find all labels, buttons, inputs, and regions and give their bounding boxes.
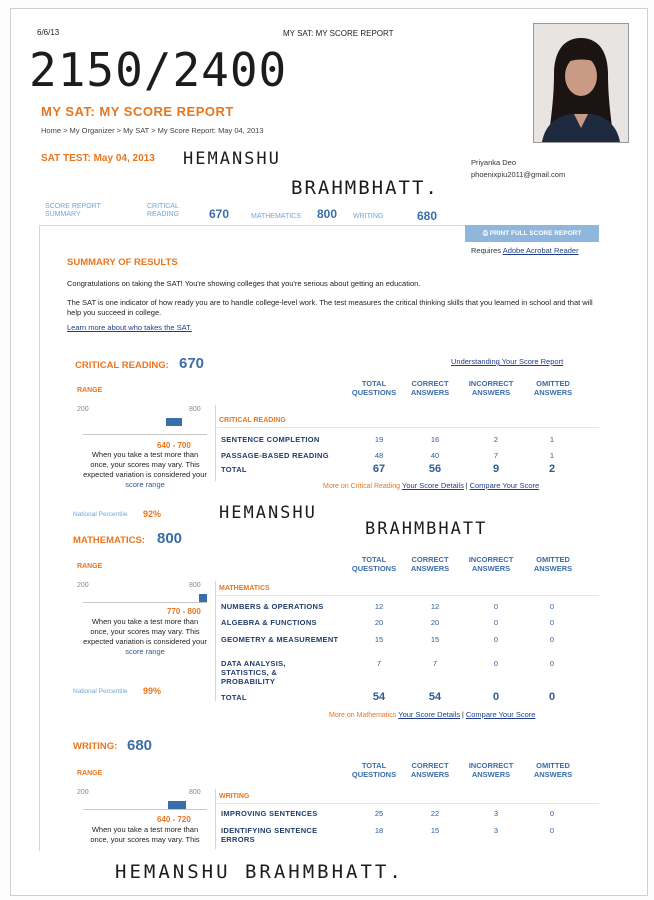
row-incorrect: 0 xyxy=(493,618,499,627)
learn-more-link[interactable]: Learn more about who takes the SAT. xyxy=(67,323,192,332)
col-omitted-answers: OMITTED ANSWERS xyxy=(533,761,573,779)
math-variation-text xyxy=(83,617,207,657)
row-label: PASSAGE-BASED READING xyxy=(221,451,329,460)
summary-math-label: MATHEMATICS xyxy=(251,213,301,220)
print-date: 6/6/13 xyxy=(37,28,60,37)
math-range-value: 770 - 800 xyxy=(167,607,201,616)
math-details-link[interactable]: Your Score Details xyxy=(398,710,461,719)
handwritten-last-name-mid: BRAHMBHATT xyxy=(365,519,488,539)
total-questions: 67 xyxy=(372,463,386,475)
handwritten-footer-name: HEMANSHU BRAHMBHATT. xyxy=(115,861,404,883)
critical-variation-copy: When you take a test more than once, your scores may vary. This expected variation is considered your xyxy=(83,450,207,479)
acrobat-requirement xyxy=(471,246,579,255)
writing-range-label: RANGE xyxy=(77,770,103,777)
row-omitted: 0 xyxy=(549,809,555,818)
row-incorrect: 7 xyxy=(493,451,499,460)
row-correct: 15 xyxy=(430,826,440,835)
row-label: ALGEBRA & FUNCTIONS xyxy=(221,618,317,627)
math-compare-link[interactable]: Compare Your Score xyxy=(465,710,536,719)
print-button-label: PRINT FULL SCORE REPORT xyxy=(489,230,582,237)
row-total: 15 xyxy=(374,635,384,644)
row-total: 18 xyxy=(374,826,384,835)
writing-title: WRITING: xyxy=(73,741,118,752)
test-date-label: SAT TEST: May 04, 2013 xyxy=(41,153,155,164)
row-incorrect: 2 xyxy=(493,435,499,444)
col-omitted-answers: OMITTED ANSWERS xyxy=(533,379,573,397)
math-scale-min: 200 xyxy=(77,582,89,589)
row-incorrect: 0 xyxy=(493,602,499,611)
understanding-score-link[interactable]: Understanding Your Score Report xyxy=(451,357,564,366)
critical-more-links: More on Critical Reading Your Score Details | Compare Your Score xyxy=(323,481,540,490)
critical-scale-max: 800 xyxy=(189,406,201,413)
row-total: 12 xyxy=(374,602,384,611)
col-incorrect-answers: INCORRECT ANSWERS xyxy=(468,379,514,397)
table-row xyxy=(217,633,599,649)
summary-label: SCORE REPORT SUMMARY xyxy=(45,203,101,218)
writing-scale-max: 800 xyxy=(189,789,201,796)
math-range-label: RANGE xyxy=(77,563,103,570)
math-table-divider xyxy=(215,581,216,701)
critical-reading-title: CRITICAL READING: xyxy=(75,360,169,371)
results-paragraph-2: The SAT is one indicator of how ready you are to handle college-level work. The test measures the critical thinking skills that you learned in school and that will help you succeed in college. xyxy=(67,298,593,317)
math-more-links: More on Mathematics Your Score Details | Compare Your Score xyxy=(329,710,536,719)
math-score-range-link[interactable]: score range xyxy=(125,647,165,656)
critical-range-scale xyxy=(83,434,207,435)
row-correct: 7 xyxy=(432,659,438,668)
row-omitted: 0 xyxy=(549,602,555,611)
table-total-row xyxy=(217,463,599,481)
math-title: MATHEMATICS: xyxy=(73,535,145,546)
critical-range-label: RANGE xyxy=(77,387,103,394)
math-more-label: More on Mathematics xyxy=(329,712,397,719)
print-full-report-button[interactable] xyxy=(465,225,599,242)
total-omitted: 2 xyxy=(548,463,556,475)
col-total-questions: TOTAL QUESTIONS xyxy=(351,379,397,397)
row-incorrect: 3 xyxy=(493,809,499,818)
acrobat-link[interactable]: Adobe Acrobat Reader xyxy=(502,246,579,255)
row-omitted: 0 xyxy=(549,635,555,644)
row-label: DATA ANALYSIS, STATISTICS, & PROBABILITY xyxy=(221,659,286,686)
row-total: 7 xyxy=(376,659,382,668)
handwritten-last-name: BRAHMBHATT. xyxy=(291,177,439,199)
row-omitted: 1 xyxy=(549,435,555,444)
summary-critical-score: 670 xyxy=(209,207,230,221)
writing-range-marker xyxy=(168,801,186,809)
row-label: IMPROVING SENTENCES xyxy=(221,809,318,818)
row-omitted: 0 xyxy=(549,659,555,668)
summary-heading: SUMMARY OF RESULTS xyxy=(67,257,178,268)
math-range-scale xyxy=(83,602,207,603)
row-correct: 40 xyxy=(430,451,440,460)
writing-scale-min: 200 xyxy=(77,789,89,796)
row-total: 20 xyxy=(374,618,384,627)
math-variation-copy: When you take a test more than once, your scores may vary. This expected variation is considered your xyxy=(83,617,207,646)
col-incorrect-answers: INCORRECT ANSWERS xyxy=(468,555,514,573)
left-border-line xyxy=(39,225,40,895)
math-percentile-label: National Percentile xyxy=(73,688,128,695)
row-omitted: 0 xyxy=(549,618,555,627)
col-correct-answers: CORRECT ANSWERS xyxy=(410,379,450,397)
row-total: 19 xyxy=(374,435,384,444)
row-total: 48 xyxy=(374,451,384,460)
col-correct-answers: CORRECT ANSWERS xyxy=(410,555,450,573)
student-photo xyxy=(533,23,629,143)
writing-header-rule xyxy=(217,803,599,804)
critical-reading-score: 670 xyxy=(179,355,205,372)
handwritten-first-name-mid: HEMANSHU xyxy=(219,503,317,523)
row-label: GEOMETRY & MEASUREMENT xyxy=(221,635,339,644)
critical-scale-min: 200 xyxy=(77,406,89,413)
table-total-row xyxy=(217,691,599,709)
critical-range-marker xyxy=(166,418,182,426)
results-paragraph-1: Congratulations on taking the SAT! You're showing colleges that you're serious about getting an education. xyxy=(67,279,421,288)
math-section-label: MATHEMATICS xyxy=(219,585,270,592)
row-label: SENTENCE COMPLETION xyxy=(221,435,320,444)
row-correct: 20 xyxy=(430,618,440,627)
handwritten-total-score: 2150/2400 xyxy=(29,43,288,97)
critical-score-range-link[interactable]: score range xyxy=(125,480,165,489)
row-incorrect: 0 xyxy=(493,635,499,644)
row-incorrect: 3 xyxy=(493,826,499,835)
table-row xyxy=(217,616,599,632)
total-correct: 54 xyxy=(428,691,442,703)
table-row xyxy=(217,824,599,846)
user-name: Priyanka Deo xyxy=(471,158,517,167)
report-title: MY SAT: MY SCORE REPORT xyxy=(41,104,234,119)
critical-details-link[interactable]: Your Score Details xyxy=(402,481,464,490)
total-questions: 54 xyxy=(372,691,386,703)
row-correct: 22 xyxy=(430,809,440,818)
row-omitted: 0 xyxy=(549,826,555,835)
row-incorrect: 0 xyxy=(493,659,499,668)
summary-writing-label: WRITING xyxy=(353,213,384,220)
table-row xyxy=(217,651,599,686)
site-title: MY SAT: MY SCORE REPORT xyxy=(283,29,394,38)
col-omitted-answers: OMITTED ANSWERS xyxy=(533,555,573,573)
critical-more-label: More on Critical Reading xyxy=(323,483,401,490)
critical-section-label: CRITICAL READING xyxy=(219,417,286,424)
writing-table-divider xyxy=(215,789,216,849)
writing-range-value: 640 - 720 xyxy=(157,815,191,824)
critical-percentile-value: 92% xyxy=(143,509,162,519)
writing-section-label: WRITING xyxy=(219,793,250,800)
row-total: 25 xyxy=(374,809,384,818)
table-row xyxy=(217,807,599,823)
row-correct: 15 xyxy=(430,635,440,644)
row-label: NUMBERS & OPERATIONS xyxy=(221,602,324,611)
row-label: IDENTIFYING SENTENCE ERRORS xyxy=(221,826,318,844)
total-label: TOTAL xyxy=(221,693,247,702)
math-score: 800 xyxy=(157,530,183,547)
summary-math-score: 800 xyxy=(317,207,338,221)
critical-range-value: 640 - 700 xyxy=(157,441,191,450)
total-correct: 56 xyxy=(428,463,442,475)
critical-header-rule xyxy=(217,427,599,428)
handwritten-first-name: HEMANSHU xyxy=(183,149,281,169)
requires-label: Requires xyxy=(471,246,502,255)
writing-score: 680 xyxy=(127,737,153,754)
col-total-questions: TOTAL QUESTIONS xyxy=(351,761,397,779)
writing-variation-text: When you take a test more than once, your scores may vary. This xyxy=(90,825,200,844)
total-incorrect: 0 xyxy=(492,691,500,703)
breadcrumb[interactable]: Home > My Organizer > My SAT > My Score Report: May 04, 2013 xyxy=(41,126,264,135)
col-incorrect-answers: INCORRECT ANSWERS xyxy=(468,761,514,779)
printer-icon: ⎙ xyxy=(482,230,488,237)
user-email: phoenixpiu2011@gmail.com xyxy=(471,170,566,179)
critical-table-divider xyxy=(215,405,216,481)
total-omitted: 0 xyxy=(548,691,556,703)
total-incorrect: 9 xyxy=(492,463,500,475)
row-omitted: 1 xyxy=(549,451,555,460)
writing-range-scale xyxy=(83,809,207,810)
summary-writing-score: 680 xyxy=(417,209,438,223)
row-correct: 12 xyxy=(430,602,440,611)
math-scale-max: 800 xyxy=(189,582,201,589)
math-range-marker xyxy=(199,594,207,602)
critical-compare-link[interactable]: Compare Your Score xyxy=(469,481,540,490)
math-header-rule xyxy=(217,595,599,596)
math-percentile-value: 99% xyxy=(143,686,162,696)
critical-variation-text xyxy=(83,450,207,490)
summary-critical-label: CRITICAL READING xyxy=(147,203,179,218)
col-correct-answers: CORRECT ANSWERS xyxy=(410,761,450,779)
photo-portrait xyxy=(534,24,628,142)
critical-percentile-label: National Percentile xyxy=(73,511,128,518)
table-row xyxy=(217,600,599,616)
row-correct: 16 xyxy=(430,435,440,444)
col-total-questions: TOTAL QUESTIONS xyxy=(351,555,397,573)
total-label: TOTAL xyxy=(221,465,247,474)
score-report-sheet xyxy=(10,8,648,896)
